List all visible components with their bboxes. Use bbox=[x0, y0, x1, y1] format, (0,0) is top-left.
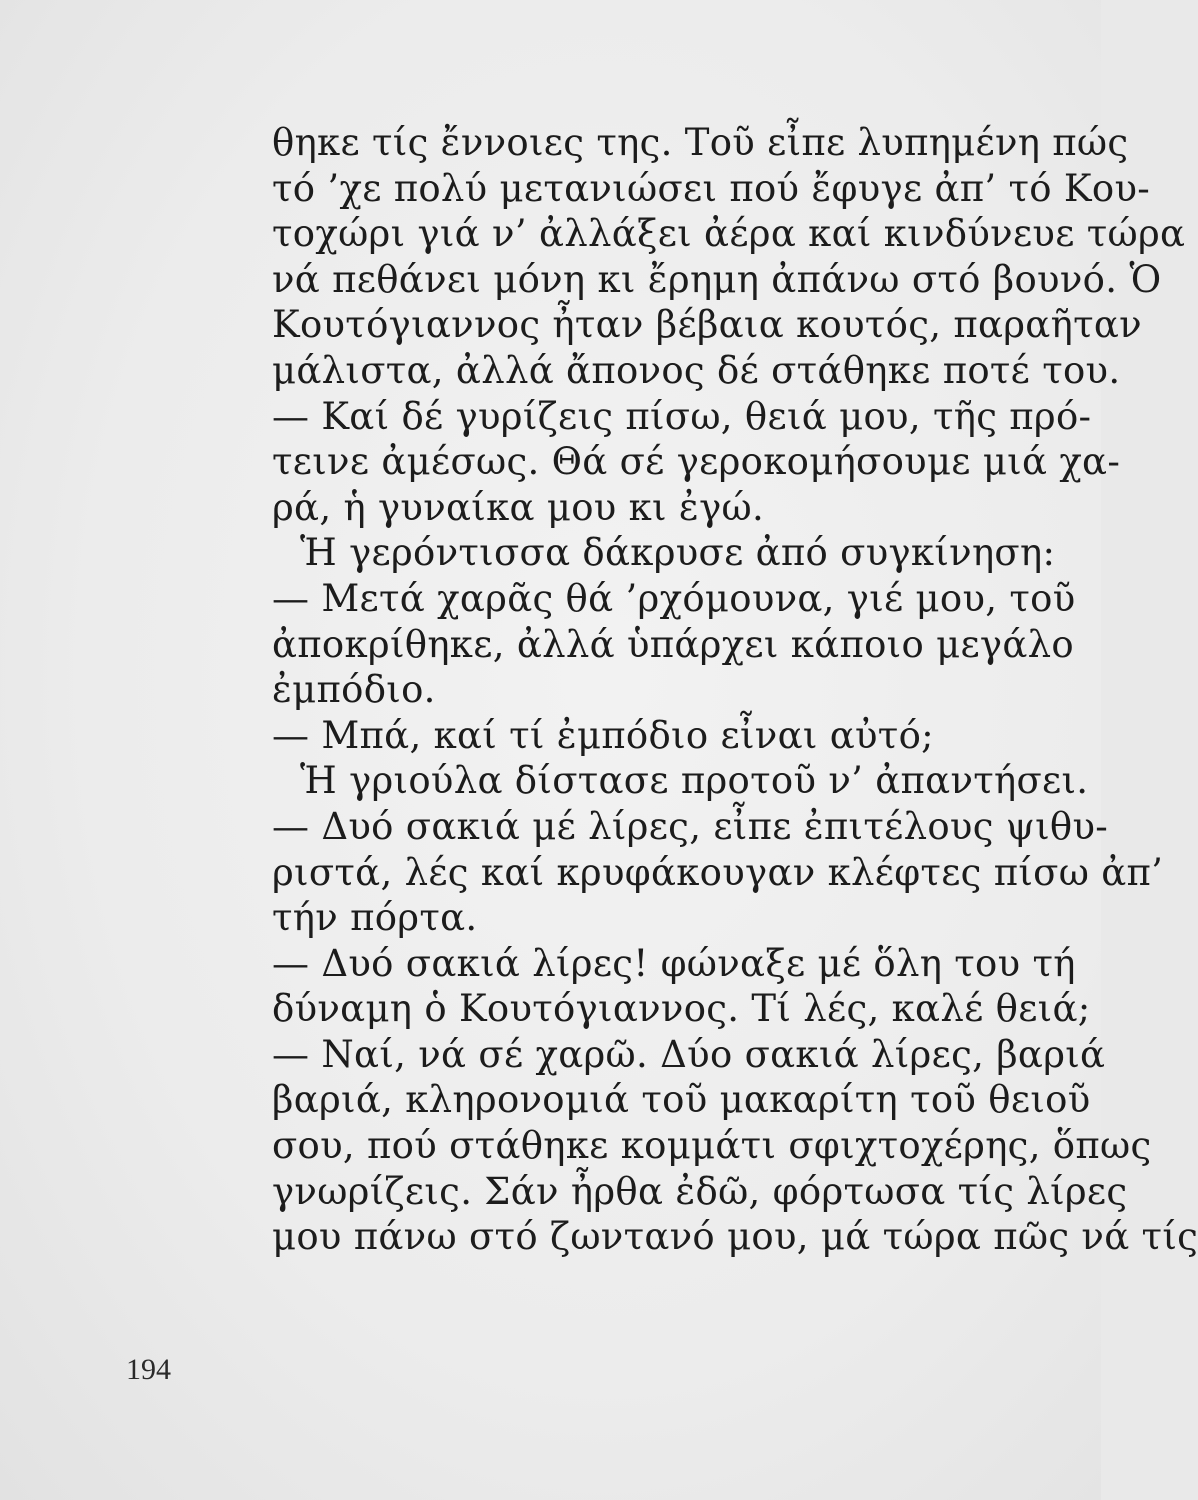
text-line: Ἡ γριούλα δίστασε προτοῦ ν’ ἀπαντήσει. bbox=[300, 759, 1089, 803]
text-line: Κουτόγιαννος ἦταν βέβαια κουτός, παραῆταν bbox=[272, 303, 1142, 347]
text-line: — Μετά χαρᾶς θά ’ρχόμουνα, γιέ μου, τοῦ bbox=[272, 576, 1076, 620]
text-line: σου, πού στάθηκε κομμάτι σφιχτοχέρης, ὅπως bbox=[272, 1124, 1152, 1168]
text-line: δύναμη ὁ Κουτόγιαννος. Τί λές, καλέ θειά; bbox=[272, 987, 1091, 1031]
text-line: — Δυό σακιά μέ λίρες, εἶπε ἐπιτέλους ψιθυ- bbox=[272, 804, 1109, 848]
text-line: βαριά, κληρονομιά τοῦ μακαρίτη τοῦ θειοῦ bbox=[272, 1078, 1091, 1122]
text-line: Ἡ γερόντισσα δάκρυσε ἀπό συγκίνηση: bbox=[300, 531, 1056, 575]
text-line: τοχώρι γιά ν’ ἀλλάξει ἀέρα καί κινδύνευε τώρα bbox=[272, 212, 1186, 256]
text-line: τεινε ἀμέσως. Θά σέ γεροκομήσουμε μιά χα- bbox=[272, 440, 1121, 484]
body-text bbox=[272, 120, 1198, 1260]
text-line: τήν πόρτα. bbox=[272, 896, 478, 940]
text-line: μάλιστα, ἀλλά ἄπονος δέ στάθηκε ποτέ του. bbox=[272, 348, 1121, 392]
text-line: — Ναί, νά σέ χαρῶ. Δύο σακιά λίρες, βαριά bbox=[272, 1032, 1106, 1076]
text-line: τό ’χε πολύ μετανιώσει πού ἔφυγε ἀπ’ τό Κου- bbox=[272, 166, 1151, 210]
text-line: — Δυό σακιά λίρες! φώναξε μέ ὅλη του τή bbox=[272, 941, 1076, 985]
text-line: νά πεθάνει μόνη κι ἔρημη ἀπάνω στό βουνό. Ὁ bbox=[272, 257, 1162, 301]
text-line: ἀποκρίθηκε, ἀλλά ὑπάρχει κάποιο μεγάλο bbox=[272, 622, 1074, 666]
text-line: — Καί δέ γυρίζεις πίσω, θειά μου, τῆς πρό- bbox=[272, 394, 1092, 438]
text-line: ρά, ἡ γυναίκα μου κι ἐγώ. bbox=[272, 485, 765, 529]
text-line: ἐμπόδιο. bbox=[272, 668, 436, 712]
text-line: θηκε τίς ἔννοιες της. Τοῦ εἶπε λυπημένη πώς bbox=[272, 121, 1129, 164]
page-number: 194 bbox=[126, 1353, 171, 1386]
text-line: γνωρίζεις. Σάν ἦρθα ἐδῶ, φόρτωσα τίς λίρες bbox=[272, 1169, 1128, 1213]
text-line: μου πάνω στό ζωντανό μου, μά τώρα πῶς νά τίς bbox=[272, 1215, 1198, 1259]
text-line: — Μπά, καί τί ἐμπόδιο εἶναι αὐτό; bbox=[272, 713, 934, 757]
text-line: ριστά, λές καί κρυφάκουγαν κλέφτες πίσω ἀπ’ bbox=[272, 850, 1164, 894]
